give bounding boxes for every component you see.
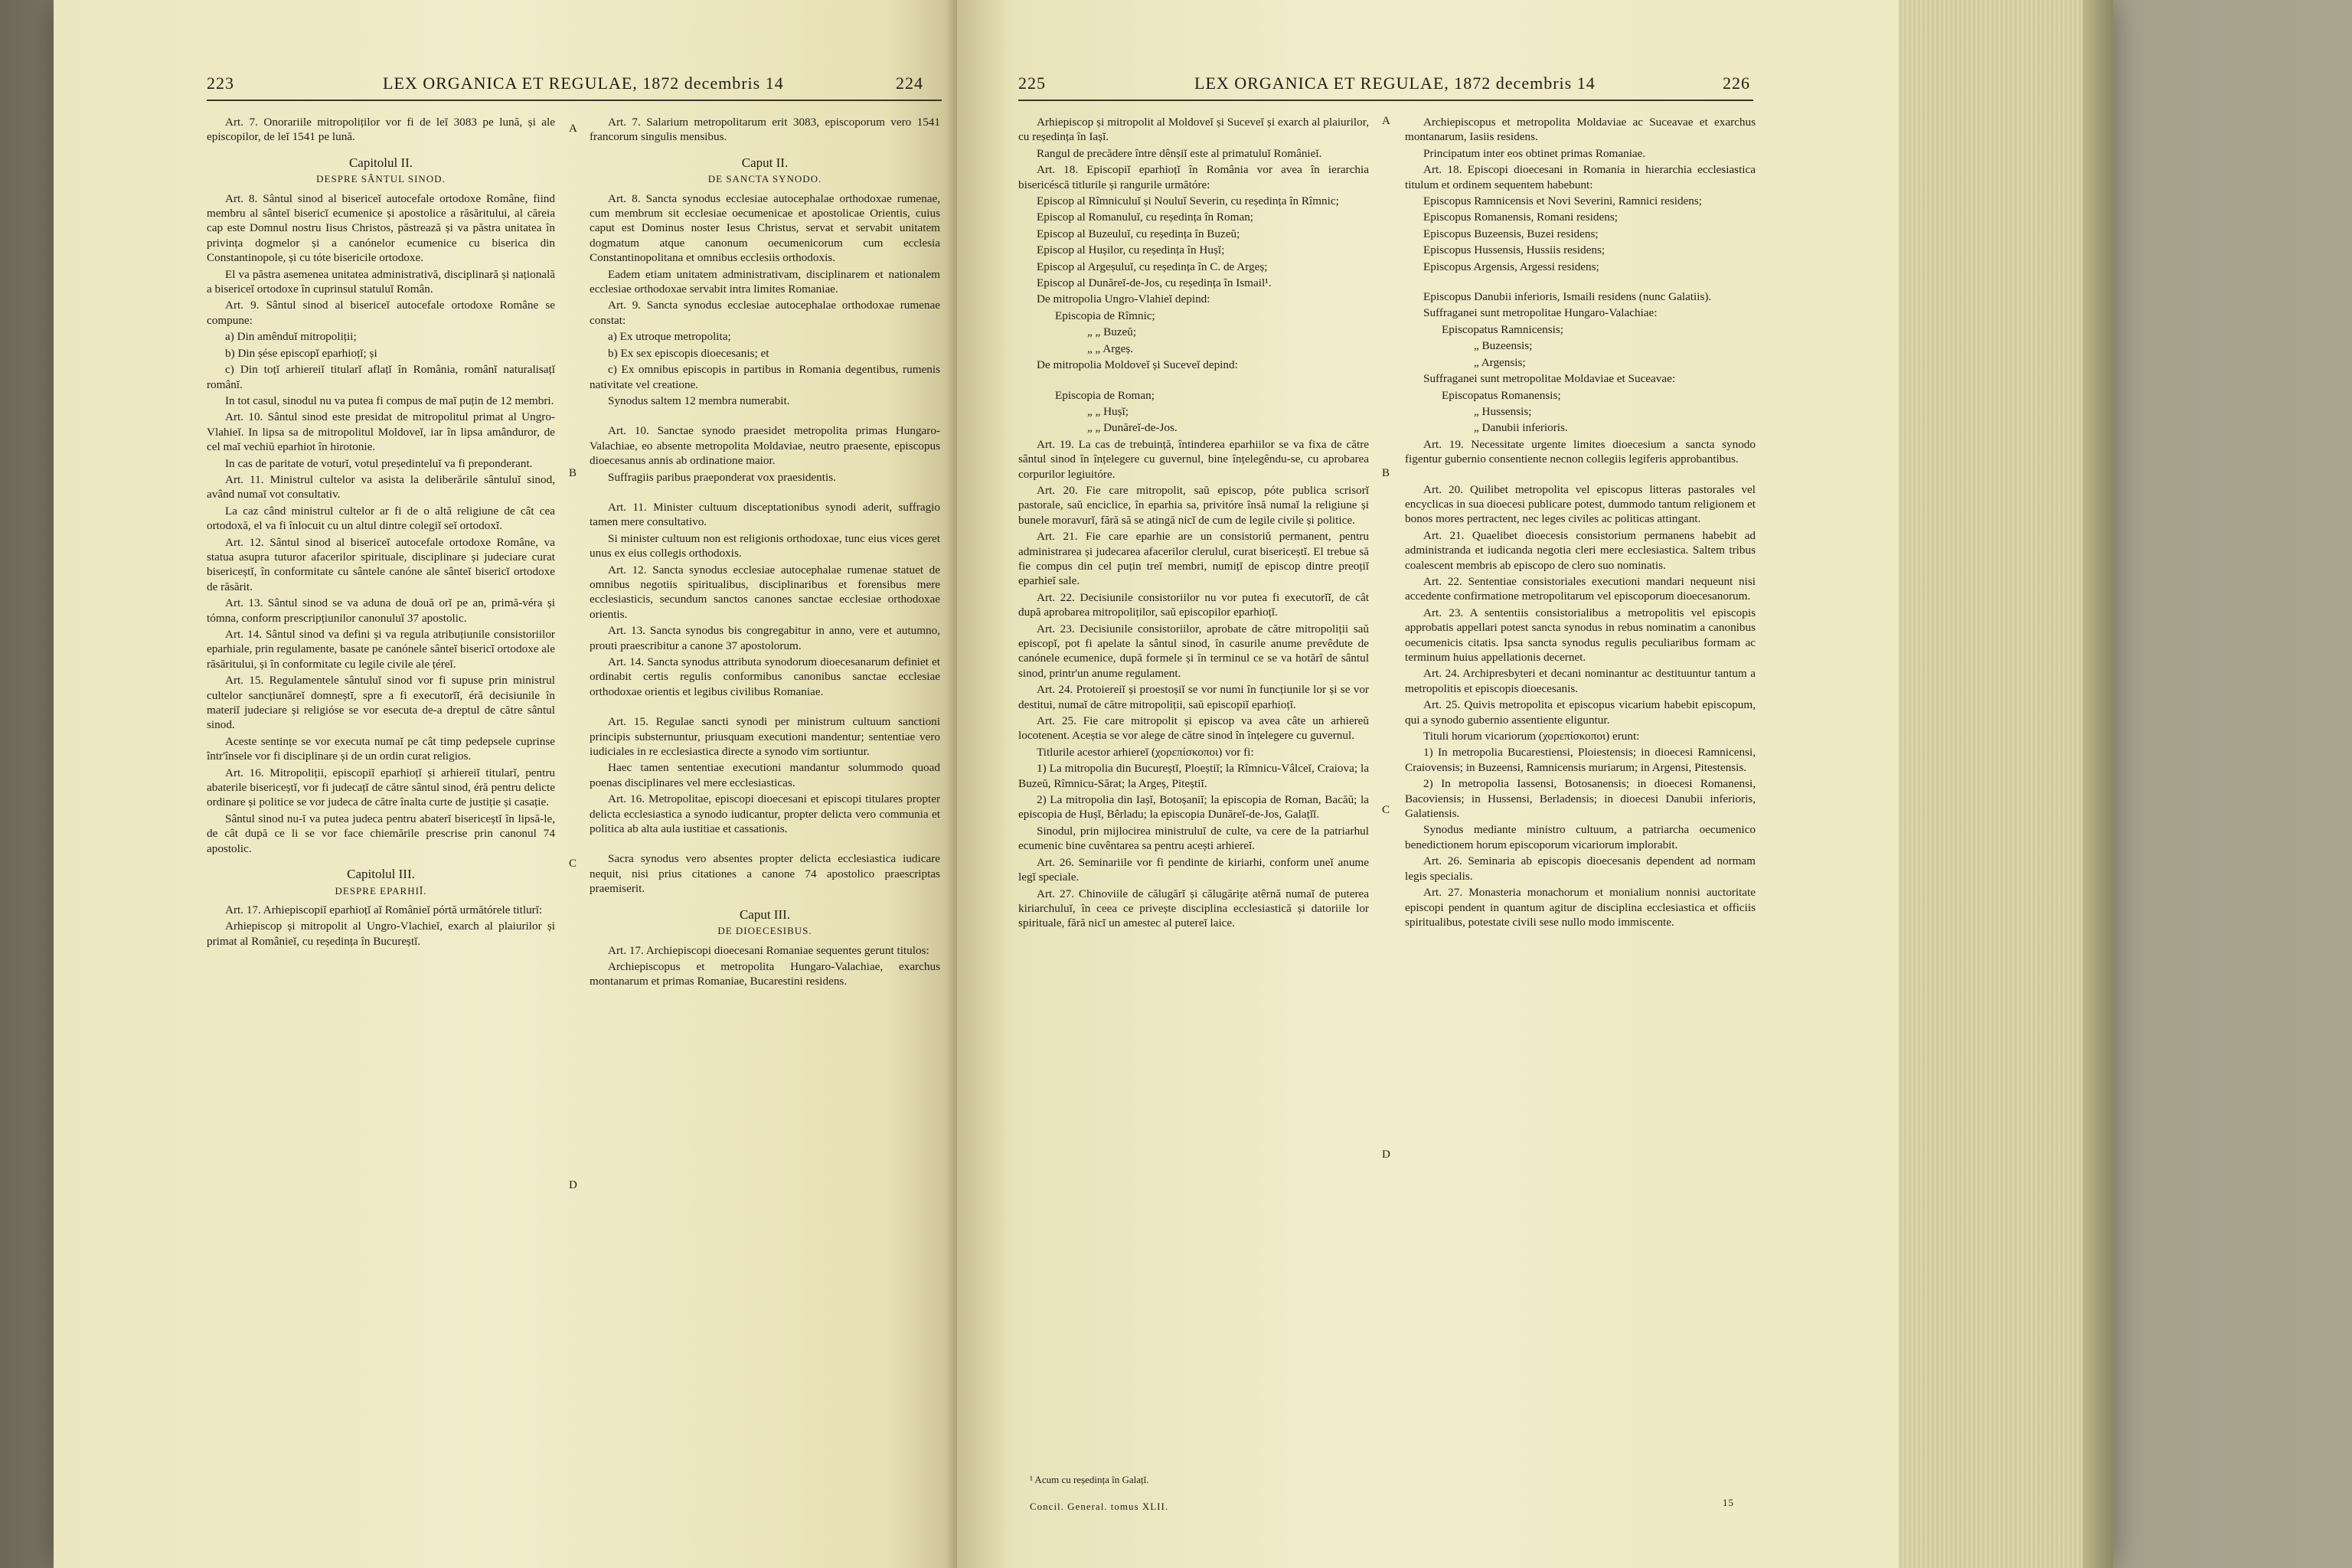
spacer [590,486,940,500]
paragraph: Art. 23. A sententiis consistorialibus a metropolitis vel episcopis approbatis appellari potest sancta synodus in rebus nominatim a canonibus oecumenicis citatis. Ipsa sancta synodus regulis peculiaribus formam ac terminum huius appellationis decernet. [1405,606,1756,664]
paragraph: Archiepiscopus et metropolita Hungaro-Valachiae, exarchus montanarum et primas Romaniae, Bucarestini residens. [590,959,940,988]
paragraph: Art. 11. Ministrul cultelor va asista la deliberările sântuluĭ sinod, având numaĭ vot consultativ. [207,472,555,501]
margin-letter-c-right: C [1382,804,1390,816]
header-rule-right [1018,100,1753,101]
paragraph: Episcopus Ramnicensis et Novi Severini, Ramnici residens; [1423,194,1703,208]
signature-mark: Concil. General. tomus XLII. [1030,1501,1169,1512]
paragraph: „ „ Hușĭ; [1087,404,1129,418]
latin-column-left [590,115,940,991]
paragraph: Art. 9. Sântul sinod al bisericeĭ autocefale ortodoxe Române se compune: [207,299,555,327]
paragraph: b) Din șése episcopĭ eparhioțĭ; și [225,346,377,360]
paragraph: Episcopus Romanensis, Romani residens; [1423,211,1618,224]
header-rule-left [207,100,942,101]
paragraph: Art. 24. Archipresbyteri et decani nominantur ac destituuntur tantum a metropolitis et episcopis dioecesanis. [1405,667,1756,695]
paragraph: Art. 8. Sântul sinod al bisericeĭ autocefale ortodoxe Române, fiind membru al sânteĭ bisericĭ ecumenice și apostolice a răsăritului, al căreia cap este Domnul nostru Iisus Christos, păstrează și va păstra unitatea în privința dogmelor și a canónelor ecumenice cu biserica din Constantinopole, și cu tóte bisericile ortodoxe. [207,191,555,265]
paragraph: Art. 8. Sancta synodus ecclesiae autocephalae orthodoxae rumenae, cum membrum sit ecclesiae oecumenicae et apostolicae Orientis, cuius caput est Dominus noster Iesus Christus, servat et servabit unitatem dogmatum atque canonum oecumenicorum cum ecclesia Constantinopolitana et omnibus ecclesiis orthodoxis. [590,191,940,265]
spacer [590,838,940,851]
paragraph: Episcop al Hușilor, cu reședința în Hușĭ; [1037,243,1225,257]
spacer [1405,469,1756,482]
paragraph: Art. 13. Sântul sinod se va aduna de două orĭ pe an, primă-véra și tómna, conform prescripțiunilor canonuluĭ 37 apostolic. [207,596,555,625]
paragraph: Suffragiis paribus praeponderat vox praesidentis. [608,470,836,484]
paragraph: Art. 10. Sântul sinod este presidat de mitropolitul primat al Ungro-Vlahieĭ. In lipsa sa de mitropolitul Moldoveĭ, iar în lipsa amânduror, de cel maĭ vechiŭ eparhiot în hirotonie. [207,410,555,454]
paragraph: „ „ Argeș. [1087,341,1134,355]
paragraph: Episcop al Buzeuluĭ, cu reședința în Buzeŭ; [1037,227,1240,240]
open-book [54,0,2113,1568]
paragraph: Art. 16. Mitropoliții, episcopiĭ eparhioțĭ și arhiereiĭ titularĭ, pentru abaterile bisericeștĭ, vor fi judecațĭ de către sântul sinod, éră pentru delicte ordinare și politice se vor judeca de către înalta curte de justiție și casație. [207,766,555,809]
paragraph: El va păstra asemenea unitatea administrativă, disciplinară și națională a bisericeĭ ortodoxe în cuprinsul statuluĭ Român. [207,267,555,296]
paragraph: b) Ex sex episcopis dioecesanis; et [608,346,769,360]
paragraph: Art. 17. Archiepiscopi dioecesani Romaniae sequentes gerunt titulos: [608,943,929,957]
paragraph: Arhiepiscop și mitropolit al Ungro-Vlachieĭ, exarch al plaiurilor și primat al Românieĭ, cu reședința în Bucureștĭ. [207,920,555,948]
paragraph: Art. 26. Seminariile vor fi pendinte de kiriarhi, conform uneĭ anume legĭ speciale. [1018,855,1369,884]
paragraph: 2) La mitropolia din Iașĭ, Botoșaniĭ; la episcopia de Roman, Bacăŭ; la episcopia de Hușĭ, Bêrladu; la episcopia Dunăreĭ-de-Jos, Galațĭĭ. [1018,793,1369,822]
paragraph: Art. 20. Quilibet metropolita vel episcopus litteras pastorales vel encyclicas in sua dioecesi publicare potest, dummodo tantum religionem et bonos mores pertractent, nec leges civiles ac politicas attingant. [1405,482,1756,526]
paragraph: Episcopus Hussensis, Hussiis residens; [1423,243,1606,257]
margin-letter-a: A [569,122,577,135]
latin-column-right [1405,115,1756,931]
paragraph: In tot casul, sinodul nu va putea fi compus de maĭ puțin de 12 membri. [225,394,554,407]
running-head-right: LEX ORGANICA ET REGULAE, 1872 decembris 14 [1194,74,1596,93]
paragraph: Principatum inter eos obtinet primas Romaniae. [1423,146,1646,160]
spacer [1405,276,1756,289]
paragraph: In cas de paritate de voturĭ, votul președinteluĭ va fi preponderant. [225,456,533,470]
paragraph: Rangul de precădere între dênșiĭ este al primatuluĭ Românieĭ. [1037,146,1322,160]
chapter-subheading: DESPRE SÂNTUL SINOD. [316,173,446,185]
paragraph: Episcopia de Roman; [1055,388,1155,402]
paragraph: Episcopatus Ramnicensis; [1442,322,1564,336]
left-page [54,0,957,1568]
page-number-223: 223 [207,74,234,93]
margin-letter-d: D [569,1179,577,1191]
paragraph: Sacra synodus vero absentes propter delicta ecclesiastica iudicare nequit, nisi prius citationes a canone 74 apostolico praescriptas praemiserit. [590,852,940,896]
paragraph: Episcopus Danubii inferioris, Ismaili residens (nunc Galatiis). [1423,290,1712,304]
margin-letter-c: C [569,858,577,870]
paragraph: Art. 25. Quivis metropolita et episcopus vicarium habebit episcopum, qui a synodo gubernio assentiente eliguntur. [1405,698,1756,727]
paragraph: „ Buzeensis; [1474,339,1533,353]
chapter-subheading: DESPRE EPARHIĬ. [335,884,427,897]
page-number-225: 225 [1018,74,1046,93]
paragraph: Art. 11. Minister cultuum disceptationibus synodi aderit, suffragio tamen mere consultativo. [590,500,940,529]
paragraph: Art. 21. Quaelibet dioecesis consistorium permanens habebit ad administranda et iudicanda negotia cleri mere ecclesiastica. Saltem tribus coalescent membris ab episcopo de clero suo nominatis. [1405,528,1756,572]
chapter-heading: Caput II. [741,155,789,170]
paragraph: Art. 20. Fie care mitropolit, saŭ episcop, póte publica scrisorĭ pastorale, saŭ enciclice, în eparhia sa, privitóre însă numaĭ la religiune și bunele moravurĭ, fără să se atingă nicĭ de cum de legile civile și politice. [1018,483,1369,527]
chapter-subheading: DE SANCTA SYNODO. [707,173,822,185]
paragraph: Titlurile acestor arhiereĭ (χορεπίσκοποι) vor fi: [1037,745,1254,759]
paragraph: Art. 27. Chinoviile de călugărĭ și călugărițe atêrnă numaĭ de puterea kiriarchuluĭ, în ceea ce privește disciplina ecclesiastică și datoriile lor spirituale, fără nicĭ un amestec al putereĭ laice. [1018,887,1369,930]
margin-letter-d-right: D [1382,1148,1390,1161]
paragraph: Art. 23. Decisiunile consistoriilor, aprobate de către mitropoliții saŭ episcopĭ, pot fi apelate la sântul sinod, în casurile anume prevêdute de canónele ecumenice, după formele și în terminul ce se va hotărî de sântul sinod, printr'un anume regulament. [1018,622,1369,680]
paragraph: Art. 19. La cas de trebuință, întinderea eparhiilor se va fixa de către sântul sinod în înțelegere cu guvernul, bine înțelegêndu-se, cu aprobarea corpurilor legiuitóre. [1018,437,1369,481]
spacer [590,410,940,423]
paragraph: Art. 14. Sântul sinod va defini și va regula atribuțiunile consistoriilor eparhiale, prin regulamente, basate pe canónele sânteĭ bisericĭ ortodoxe ale răsăritului, și în conformitate cu legile civile ale țéreĭ. [207,628,555,671]
paragraph: Si minister cultuum non est religionis orthodoxae, tunc eius vices geret unus ex eius collegis orthodoxis. [590,531,940,560]
paragraph: Art. 15. Regulamentele sântuluĭ sinod vor fi supuse prin ministrul cultelor sancțiunăreĭ domneștĭ, spre a fi executorĭĭ, éră decisiunile în materiĭ judeciare și religióse se vor esecuta de-a dreptul de către sântul sinod. [207,674,555,732]
paragraph: Synodus mediante ministro cultuum, a patriarcha oecumenico benedictionem horum episcoporum vicariorum implorabit. [1405,823,1756,851]
paragraph: Art. 16. Metropolitae, episcopi dioecesani et episcopi titulares propter delicta ecclesiastica a synodo iudicantur, propter delicta vero communia et politica ab alta aula iustitiae et cassationis. [590,792,940,836]
paragraph: De mitropolia Ungro-Vlahieĭ depind: [1037,292,1210,306]
romanian-column-right [1018,115,1369,933]
paragraph: Episcop al Romanuluĭ, cu reședința în Roman; [1037,211,1254,224]
paragraph: „ Hussensis; [1474,404,1532,418]
paragraph: Art. 7. Salarium metropolitarum erit 3083, episcoporum vero 1541 francorum singulis mensibus. [590,116,940,144]
margin-letter-a-right: A [1382,115,1390,127]
paragraph: Art. 18. Episcopiĭ eparhioțĭ în România vor avea în ierarchia bisericéscă titlurile și rangurile următóre: [1018,163,1369,191]
paragraph: Art. 19. Necessitate urgente limites dioecesium a sancta synodo figentur gubernio consentiente necnon collegiis legiferis approbantibus. [1405,437,1756,466]
right-page [957,0,1899,1568]
paragraph: Haec tamen sententiae executioni mandantur solummodo quoad poenas disciplinares vel mere ecclesiasticas. [590,761,940,789]
paragraph: Art. 27. Monasteria monachorum et monialium nonnisi auctoritate episcopi pendent in quantum agitur de disciplina ecclesiastica et officiis spiritualibus, potestate civili sese nullo modo immiscente. [1405,886,1756,929]
paragraph: Art. 25. Fie care mitropolit și episcop va avea câte un arhiereŭ locotenent. Aceștia se vor alege de către sinod în înțelegere cu guvernul. [1018,714,1369,743]
paragraph: Episcopia de Rîmnic; [1055,309,1155,322]
paragraph: Episcopus Buzeensis, Buzei residens; [1423,227,1599,240]
paragraph: Art. 14. Sancta synodus attributa synodorum dioecesanarum definiet et ordinabit certis regulis conformibus canonibus sanctae ecclesiae orthodoxae orientis et legibus civilibus Romaniae. [590,655,940,698]
paragraph: „ Argensis; [1474,355,1526,369]
footnote: ¹ Acum cu reședința în Galațĭ. [1030,1474,1149,1485]
paragraph: De mitropolia Moldoveĭ și Suceveĭ depind: [1037,358,1238,372]
page-edges [1899,0,2113,1568]
chapter-heading: Capitolul II. [348,155,413,170]
paragraph: Sântul sinod nu-ĭ va putea judeca pentru abaterĭ bisericeștĭ în lipsă-le, de cât după ce li se vor face chiemările prescrise prin canonul 74 apostolic. [207,812,555,855]
page-number-224: 224 [896,74,923,93]
paragraph: Art. 13. Sancta synodus bis congregabitur in anno, vere et autumno, prouti praescribitur a canone 37 apostolorum. [590,624,940,652]
paragraph: „ „ Dunăreĭ-de-Jos. [1087,421,1178,435]
paragraph: a) Ex utroque metropolita; [608,330,731,344]
paragraph: Art. 7. Onorariile mitropoliților vor fi de leĭ 3083 pe lună, și ale episcopilor, de leĭ 1541 pe lună. [207,116,555,144]
paragraph: Episcop al Rîmniculuĭ și Nouluĭ Severin, cu reședința în Rîmnic; [1037,194,1339,208]
paragraph: Eadem etiam unitatem administrativam, disciplinarem et nationalem ecclesiae orthodoxae servabit intra limites Romaniae. [590,267,940,296]
paragraph: Art. 21. Fie care eparhie are un consistoriŭ permanent, pentru administrarea și judecarea afacerilor clerulul, curat bisericeștĭ. El trebue să fie compus din cel puțin treĭ membri, numițĭ de episcop dintre preoțiĭ eparhieĭ sale. [1018,530,1369,588]
paragraph: Art. 24. Protoiereiĭ și proestoșiĭ se vor numi în funcțiunile lor și se vor destitui, numaĭ de către mitropoliții, saŭ episcopiĭ eparhioțĭ. [1018,683,1369,711]
paragraph: c) Din toțĭ arhiereiĭ titularĭ aflațĭ în România, românĭ naturalisațĭ românĭ. [207,363,555,391]
romanian-column-left [207,115,555,950]
paragraph: a) Din amênduĭ mitropoliții; [225,330,357,344]
paragraph: Suffraganei sunt metropolitae Hungaro-Valachiae: [1423,306,1658,320]
paragraph: Art. 18. Episcopi dioecesani in Romania in hierarchia ecclesiastica titulum et ordinem sequentem habebunt: [1405,163,1756,191]
chapter-heading: Caput III. [739,906,791,922]
paragraph: Synodus saltem 12 membra numerabit. [608,394,790,407]
paragraph: Art. 17. Arhiepiscopiĭ eparhioțĭ aĭ Românieĭ pórtă următórele titlurĭ: [225,903,543,916]
paragraph: Arhiepiscop și mitropolit al Moldoveĭ și Suceveĭ și exarch al plaiurilor, cu reședința în Iașĭ. [1018,116,1369,144]
paragraph: Art. 22. Sententiae consistoriales executioni mandari nequeunt nisi accedente confirmatione metropolitarum vel episcoporum dioecesanorum. [1405,574,1756,603]
paragraph: Art. 9. Sancta synodus ecclesiae autocephalae orthodoxae rumenae constat: [590,299,940,327]
paragraph: „ „ Buzeŭ; [1087,325,1137,339]
paragraph: Episcopatus Romanensis; [1442,388,1561,402]
paragraph: La caz când ministrul cultelor ar fi de o altă religiune de cât cea ortodoxă, el va fi înlocuit cu un altul dintre colegiĭ seĭ ortodoxĭ. [207,504,555,533]
paragraph: Sinodul, prin mijlocirea ministruluĭ de culte, va cere de la patriarhul ecumenic bine cuvêntarea sa pentru acești arhiereĭ. [1018,824,1369,853]
paragraph: Episcop al Dunăreĭ-de-Jos, cu reședința în Ismail¹. [1037,276,1272,290]
paragraph: 1) In metropolia Bucarestiensi, Ploiestensis; in dioecesi Ramnicensi, Craiovensis; in Buzeensi, Ramnicensis muriarum; in Argensi, Pitestensis. [1405,746,1756,774]
page-number-226: 226 [1723,74,1750,93]
margin-letter-b: B [569,467,577,479]
paragraph: Art. 22. Decisiunile consistoriilor nu vor putea fi executorĭĭ, de cât după aprobarea mitropoliților, saŭ episcopilor eparhioțĭ. [1018,590,1369,619]
signature-number: 15 [1723,1497,1734,1508]
chapter-subheading: DE DIOECESIBUS. [717,925,812,937]
paragraph: Art. 26. Seminaria ab episcopis dioecesanis dependent ad normam legis specialis. [1405,854,1756,883]
paragraph: Episcop al Argeșuluĭ, cu reședința în C. de Argeș; [1037,260,1268,273]
paragraph: c) Ex omnibus episcopis in partibus in Romania degentibus, rumenis nativitate vel creatione. [590,363,940,391]
paragraph: Episcopus Argensis, Argessi residens; [1423,260,1599,273]
paragraph: Art. 10. Sanctae synodo praesidet metropolita primas Hungaro-Valachiae, eo absente metropolita Moldaviae, neutro praesente, episcopus dioecesanus annis ab ordinatione maior. [590,424,940,468]
paragraph: „ Danubii inferioris. [1474,421,1568,435]
paragraph: Art. 15. Regulae sancti synodi per ministrum cultuum sanctioni principis substernuntur, priusquam executioni mandentur; sententiae vero iudiciales in re ecclesiastica directe a synodo vim sortiuntur. [590,715,940,759]
paragraph: Art. 12. Sancta synodus ecclesiae autocephalae rumenae statuet de omnibus negotiis spiritualibus, disciplinaribus et forensibus mere ecclesiasticis, secundum sanctos canones sanctae ecclesiae orthodoxae orientis. [590,563,940,621]
paragraph: Suffraganei sunt metropolitae Moldaviae et Suceavae: [1423,372,1676,386]
paragraph: 2) In metropolia Iassensi, Botosanensis; in dioecesi Romanensi, Bacoviensis; in Hussensi, Berladensis; in dioecesi Danubii inferioris, Galatiensis. [1405,777,1756,821]
paragraph: Archiepiscopus et metropolita Moldaviae ac Suceavae et exarchus montanarum, Iasiis residens. [1405,116,1756,144]
margin-letter-b-right: B [1382,467,1390,479]
paragraph: Aceste sentințe se vor executa numaĭ pe cât timp pedepsele cuprinse într'însele vor fi disciplinare și de un ordin curat religios. [207,734,555,763]
chapter-heading: Capitolul III. [347,867,415,882]
spacer [590,701,940,714]
paragraph: 1) La mitropolia din Bucureștĭ, Ploeștiĭ; la Rîmnicu-Vâlceĭ, Craiova; la Buzeŭ, Rîmnicu-Sărat; la Argeș, Piteștiĭ. [1018,762,1369,790]
spacer [1018,374,1369,388]
paragraph: Tituli horum vicariorum (χορεπίσκοποι) erunt: [1423,730,1640,743]
paragraph: Art. 12. Sântul sinod al bisericeĭ autocefale ortodoxe Române, va statua asupra tuturor afacerilor spirituale, disciplinare și judeciare curat bisericeștĭ, în conformitate cu sântele canóne ale sânteĭ bisericĭ ortodoxe de răsărit. [207,535,555,593]
running-head-left: LEX ORGANICA ET REGULAE, 1872 decembris 14 [383,74,784,93]
